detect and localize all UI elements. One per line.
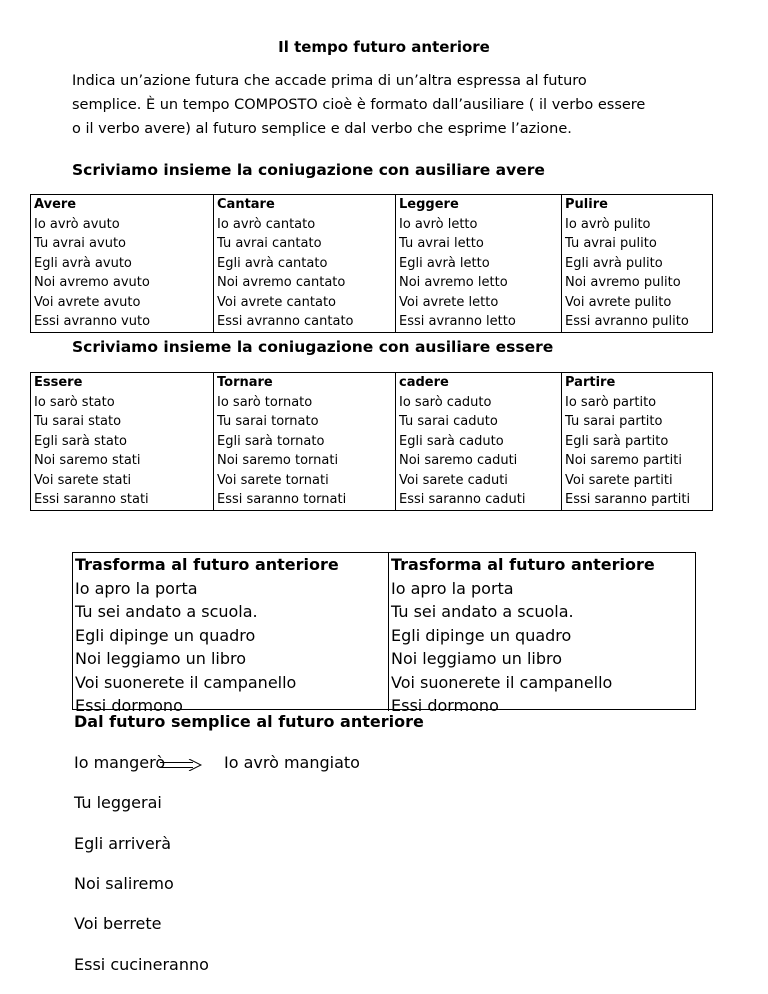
verb-form: Egli avrà cantato xyxy=(217,255,328,271)
table-row xyxy=(31,195,713,333)
essere-section-heading: Scriviamo insieme la coniugazione con ausiliare essere xyxy=(72,338,554,356)
cadere-column xyxy=(396,373,562,511)
verb-form: Egli sarà partito xyxy=(565,433,669,449)
verb-form: Voi avrete letto xyxy=(399,294,499,310)
verb-form: Noi avremo avuto xyxy=(34,275,150,290)
verb-form: Egli avrà avuto xyxy=(34,255,132,271)
verb-form: Voi sarete stati xyxy=(34,472,132,488)
verb-form: Voi avrete pulito xyxy=(565,294,672,310)
verb-form: Tu avrai pulito xyxy=(565,236,657,251)
verb-form: Tu sarai partito xyxy=(565,414,663,429)
verb-name: cadere xyxy=(399,375,449,390)
verb-form: Noi avremo pulito xyxy=(565,275,681,290)
verb-name: Avere xyxy=(34,197,77,212)
verb-form: Egli sarà caduto xyxy=(399,433,504,449)
verb-form: Io sarò partito xyxy=(565,394,657,410)
exercise-heading: Trasforma al futuro anteriore xyxy=(75,555,339,574)
example-verb: Io mangerò xyxy=(74,753,166,772)
verb-form: Essi avranno letto xyxy=(399,314,516,329)
essere-conjugation-table xyxy=(30,372,713,511)
list-item: Egli arriverà xyxy=(74,834,172,853)
verb-name: Essere xyxy=(34,375,83,390)
intro-line: semplice. È un tempo COMPOSTO cioè è formato dall’ausiliare ( il verbo essere xyxy=(72,97,646,113)
example-answer: Io avrò mangiato xyxy=(224,753,360,772)
verb-form: Io sarò tornato xyxy=(217,394,313,410)
verb-form: Egli sarà stato xyxy=(34,433,127,449)
exercise-sentence: Voi suonerete il campanello xyxy=(75,672,297,692)
leggere-column xyxy=(396,195,562,333)
verb-form: Egli avrà pulito xyxy=(565,255,663,271)
essere-column xyxy=(31,373,214,511)
intro-line: o il verbo avere) al futuro semplice e dal verbo che esprime l’azione. xyxy=(72,121,572,137)
verb-form: Essi avranno pulito xyxy=(565,314,689,329)
exercise-sentence: Voi suonerete il campanello xyxy=(391,672,613,692)
verb-form: Voi sarete partiti xyxy=(565,472,673,488)
verb-form: Noi saremo tornati xyxy=(217,453,339,468)
verb-form: Essi saranno caduti xyxy=(399,492,526,507)
verb-form: Io avrò cantato xyxy=(217,216,316,232)
exercise-heading: Trasforma al futuro anteriore xyxy=(391,555,655,574)
exercise-sentence: Noi leggiamo un libro xyxy=(75,649,247,668)
verb-form: Io avrò pulito xyxy=(565,216,651,232)
verb-form: Io sarò stato xyxy=(34,394,115,410)
verb-form: Essi avranno vuto xyxy=(34,314,151,329)
verb-form: Noi avremo letto xyxy=(399,275,508,290)
avere-column xyxy=(31,195,214,333)
verb-form: Voi sarete tornati xyxy=(217,472,329,488)
verb-form: Egli sarà tornato xyxy=(217,433,325,449)
transform-exercise-box xyxy=(72,552,696,715)
tornare-column xyxy=(214,373,396,511)
exercise-sentence: Egli dipinge un quadro xyxy=(391,625,572,645)
verb-form: Noi saremo stati xyxy=(34,453,141,468)
verb-name: Cantare xyxy=(217,197,275,212)
exercise-sentence: Essi dormono xyxy=(75,696,183,715)
table-row xyxy=(31,373,713,511)
verb-form: Io sarò caduto xyxy=(399,394,492,410)
verb-form: Io avrò letto xyxy=(399,216,478,232)
verb-form: Tu sarai tornato xyxy=(217,414,319,429)
exercise-sentence: Essi dormono xyxy=(391,696,499,715)
cantare-column xyxy=(214,195,396,333)
pulire-column xyxy=(562,195,713,333)
exercise-sentence: Egli dipinge un quadro xyxy=(75,625,256,645)
verb-form: Tu sarai stato xyxy=(34,414,122,429)
transform-exercise-left xyxy=(75,553,339,718)
verb-form: Voi sarete caduti xyxy=(399,472,508,488)
verb-form: Essi avranno cantato xyxy=(217,314,354,329)
verb-name: Pulire xyxy=(565,197,608,212)
verb-form: Voi avrete cantato xyxy=(217,294,336,310)
list-item: Voi berrete xyxy=(74,914,162,933)
list-item: Tu leggerai xyxy=(74,793,162,812)
verb-form: Tu avrai cantato xyxy=(217,236,322,251)
verb-form: Io avrò avuto xyxy=(34,216,120,232)
list-item xyxy=(74,753,360,772)
exercise-sentence: Noi leggiamo un libro xyxy=(391,649,563,668)
verb-form: Essi saranno partiti xyxy=(565,492,691,507)
verb-form: Essi saranno stati xyxy=(34,492,149,507)
verb-form: Noi saremo caduti xyxy=(399,453,518,468)
verb-name: Leggere xyxy=(399,197,459,212)
exercise-sentence: Io apro la porta xyxy=(75,578,198,598)
verb-name: Partire xyxy=(565,375,616,390)
verb-form: Noi avremo cantato xyxy=(217,275,346,290)
verb-form: Essi saranno tornati xyxy=(217,492,347,507)
verb-form: Tu avrai avuto xyxy=(34,236,127,251)
partire-column xyxy=(562,373,713,511)
intro-paragraph xyxy=(72,69,696,141)
futuro-semplice-heading: Dal futuro semplice al futuro anteriore xyxy=(74,712,424,731)
list-item: Essi cucineranno xyxy=(74,955,209,974)
verb-form: Egli avrà letto xyxy=(399,255,490,271)
transform-exercise-right xyxy=(388,553,655,715)
list-item: Noi saliremo xyxy=(74,874,174,893)
verb-name: Tornare xyxy=(217,375,273,390)
exercise-sentence: Io apro la porta xyxy=(391,578,514,598)
intro-line: Indica un’azione futura che accade prima di un’altra espressa al futuro xyxy=(72,73,587,89)
verb-form: Tu sarai caduto xyxy=(399,414,498,429)
verb-form: Noi saremo partiti xyxy=(565,453,682,468)
verb-form: Tu avrai letto xyxy=(399,236,484,251)
page-title: Il tempo futuro anteriore xyxy=(278,38,490,56)
exercise-sentence: Tu sei andato a scuola. xyxy=(75,602,258,621)
double-arrow-right-icon xyxy=(160,759,202,771)
avere-conjugation-table xyxy=(30,194,713,333)
exercise-sentence: Tu sei andato a scuola. xyxy=(391,602,574,621)
verb-form: Voi avrete avuto xyxy=(34,294,141,310)
avere-section-heading: Scriviamo insieme la coniugazione con ausiliare avere xyxy=(72,161,545,179)
